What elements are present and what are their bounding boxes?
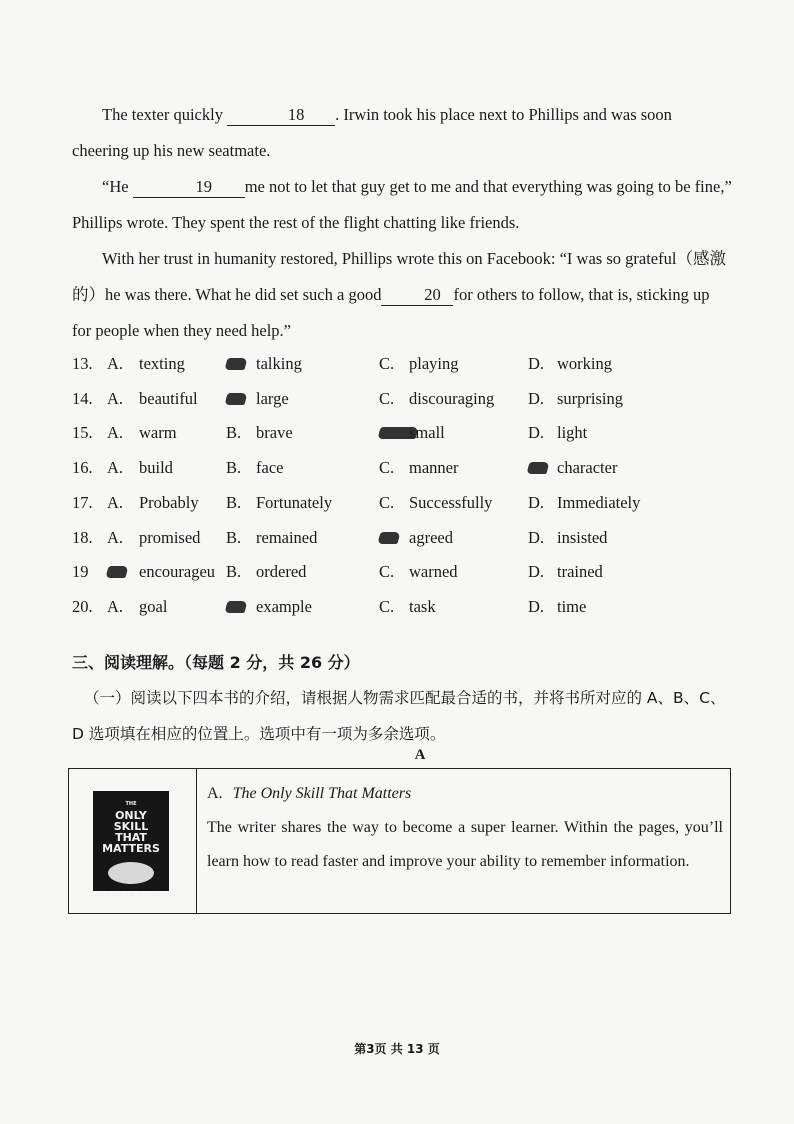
book-description-cell (207, 777, 723, 879)
option-text-b: large (256, 388, 289, 408)
option-letter: A. (107, 527, 124, 547)
book-cover-image (93, 791, 169, 898)
option-row (72, 555, 732, 589)
option-letter: D. (528, 423, 545, 443)
ink-mark-icon (377, 532, 400, 544)
cover-author: JONATHAN A. LEVI (97, 892, 165, 898)
option-letter: C. (379, 458, 395, 478)
option-row (72, 382, 732, 416)
option-text-b: Fortunately (256, 492, 333, 512)
ink-mark-icon (224, 358, 247, 370)
book-letter: A. (207, 785, 223, 802)
option-text-c: discouraging (409, 388, 495, 408)
option-letter: D. (528, 354, 545, 373)
option-text-c: agreed (409, 527, 453, 547)
option-text-a: texting (139, 354, 185, 373)
option-letter: D. (528, 527, 545, 547)
option-text-d: time (557, 596, 587, 616)
option-letter: A. (107, 596, 124, 616)
passage-paragraph-3 (72, 241, 732, 349)
option-row (72, 590, 732, 624)
option-text-d: character (557, 458, 618, 478)
book-description: The writer shares the way to become a super learner. Within the pages, you’ll learn how to read faster and improve your ability to remember information. (207, 819, 723, 870)
option-letter: A. (107, 354, 124, 373)
ink-mark-icon (526, 462, 549, 474)
option-letter: B. (226, 458, 242, 478)
option-text-d: trained (557, 562, 603, 582)
option-row (72, 451, 732, 485)
book-table (68, 768, 731, 914)
option-text-b: brave (256, 423, 293, 443)
blank-18: 18 (227, 105, 335, 126)
option-text-a: warm (139, 423, 177, 443)
option-letter: A. (107, 388, 124, 408)
option-letter: C. (379, 354, 395, 373)
option-text-a: build (139, 458, 173, 478)
option-row (72, 347, 732, 381)
option-text-d: light (557, 423, 588, 443)
option-text-b: example (256, 596, 312, 616)
option-text-c: manner (409, 458, 459, 478)
blank-20: 20 (381, 285, 453, 306)
question-number: 16. (72, 458, 93, 478)
option-letter: D. (528, 492, 545, 512)
ink-mark-icon (224, 393, 247, 405)
passage-paragraph-1 (72, 97, 732, 169)
option-letter: B. (226, 527, 242, 547)
cover-cell (69, 769, 197, 913)
option-text-a: Probably (139, 492, 199, 512)
handwritten-mark (226, 382, 246, 417)
passage-text: me not to let that guy get to me and that everything was going to be fine,” Phillips wrote. They spent the rest of the flight chatting like friends. (72, 177, 732, 232)
option-text-a: promised (139, 527, 201, 547)
handwritten-mark (528, 451, 548, 486)
option-text-c: Successfully (409, 492, 493, 512)
option-letter: C. (379, 562, 395, 582)
option-text-d: surprising (557, 388, 623, 408)
passage-text: The texter quickly (102, 105, 228, 124)
option-text-c: playing (409, 354, 459, 373)
handwritten-mark (226, 590, 246, 625)
option-letter: C. (379, 596, 395, 616)
option-row (72, 521, 732, 555)
part-label: A (414, 747, 426, 763)
handwritten-mark (379, 521, 399, 556)
option-text-c: task (409, 596, 436, 616)
ink-mark-icon (105, 566, 128, 578)
option-letter: D. (528, 596, 545, 616)
question-number: 13. (72, 354, 93, 373)
question-number: 17. (72, 492, 93, 512)
option-text-a: goal (139, 596, 168, 616)
cover-cloud-graphic (108, 862, 154, 884)
option-letter: B. (226, 423, 242, 443)
page-footer: 第3页 共 13 页 (354, 1042, 440, 1056)
option-text-b: remained (256, 527, 318, 547)
option-letter: A. (107, 458, 124, 478)
passage-text: for others to follow, that is, sticking up for people when they need help.” (72, 285, 710, 340)
option-text-d: insisted (557, 527, 608, 547)
option-text-c: small (409, 423, 445, 443)
book-title: The Only Skill That Matters (232, 785, 412, 802)
passage-text: . Irwin took his place next to Phillips and was soon cheering up his new seatmate. (72, 105, 672, 160)
option-letter: D. (528, 388, 545, 408)
option-text-b: ordered (256, 562, 307, 582)
option-letter: C. (379, 492, 395, 512)
passage-paragraph-2 (72, 169, 732, 241)
cover-title: ONLY SKILL THAT MATTERS (102, 809, 160, 855)
option-letter: B. (226, 562, 242, 582)
question-number: 19 (72, 562, 89, 582)
option-text-c: warned (409, 562, 458, 582)
question-number: 15. (72, 423, 93, 443)
question-number: 20. (72, 596, 93, 616)
option-row (72, 486, 732, 520)
option-letter: A. (107, 423, 124, 443)
handwritten-mark (226, 347, 246, 382)
option-text-b: talking (256, 354, 302, 373)
passage-text: “He (102, 177, 133, 196)
option-row (72, 416, 732, 450)
question-number: 18. (72, 527, 93, 547)
blank-19: 19 (133, 177, 245, 198)
option-text-b: face (256, 458, 284, 478)
option-text-d: Immediately (557, 492, 641, 512)
ink-mark-icon (224, 601, 247, 613)
option-text-a: encourageu (139, 562, 216, 582)
handwritten-mark (107, 555, 127, 590)
option-letter: B. (226, 492, 242, 512)
section-heading: 三、阅读理解。（每题 2 分，共 26 分） (72, 653, 360, 672)
option-letter: A. (107, 492, 124, 512)
option-text-a: beautiful (139, 388, 198, 408)
option-text-d: working (557, 354, 612, 373)
section-instruction: （一）阅读以下四本书的介绍，请根据人物需求匹配最合适的书，并将书所对应的 A、B、C、D 选项填在相应的位置上。选项中有一项为多余选项。 (72, 689, 726, 743)
passage-text: With her trust in humanity restored, Phillips wrote this on Facebook: “I was so grateful（感激的）he was there. What he did set such a good (72, 249, 726, 304)
cover-top-text: THE (125, 801, 137, 807)
question-number: 14. (72, 388, 93, 408)
option-letter: C. (379, 388, 395, 408)
option-letter: D. (528, 562, 545, 582)
